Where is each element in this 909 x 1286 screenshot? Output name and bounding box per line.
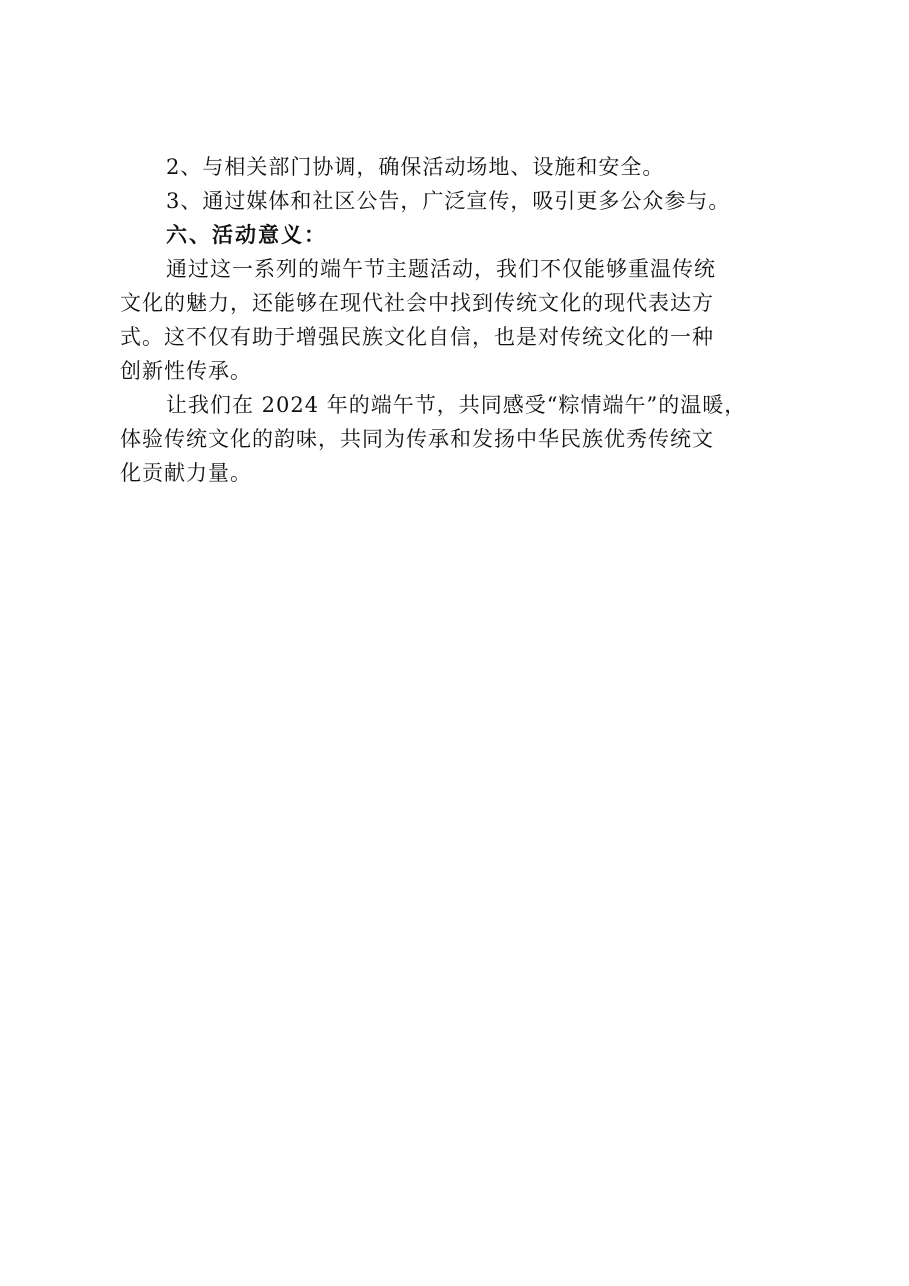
paragraph-line: 让我们在 2024 年的端午节，共同感受“粽情端午”的温暖， — [166, 393, 747, 417]
paragraph-closing — [120, 388, 810, 490]
paragraph-line: 文化的魅力，还能够在现代社会中找到传统文化的现代表达方 — [120, 291, 714, 315]
document-body — [120, 150, 810, 490]
paragraph-line: 体验传统文化的韵味，共同为传承和发扬中华民族优秀传统文 — [120, 427, 714, 451]
paragraph-line: 化贡献力量。 — [120, 461, 252, 485]
paragraph-line: 通过这一系列的端午节主题活动，我们不仅能够重温传统 — [166, 257, 716, 281]
paragraph-line: 创新性传承。 — [120, 359, 252, 383]
list-item: 2、与相关部门协调，确保活动场地、设施和安全。 — [166, 155, 665, 179]
paragraph-line: 式。这不仅有助于增强民族文化自信，也是对传统文化的一种 — [120, 325, 714, 349]
paragraph-significance — [120, 252, 810, 388]
list-item: 3、通过媒体和社区公告，广泛宣传，吸引更多公众参与。 — [166, 189, 731, 213]
section-heading: 六、活动意义： — [166, 223, 327, 247]
